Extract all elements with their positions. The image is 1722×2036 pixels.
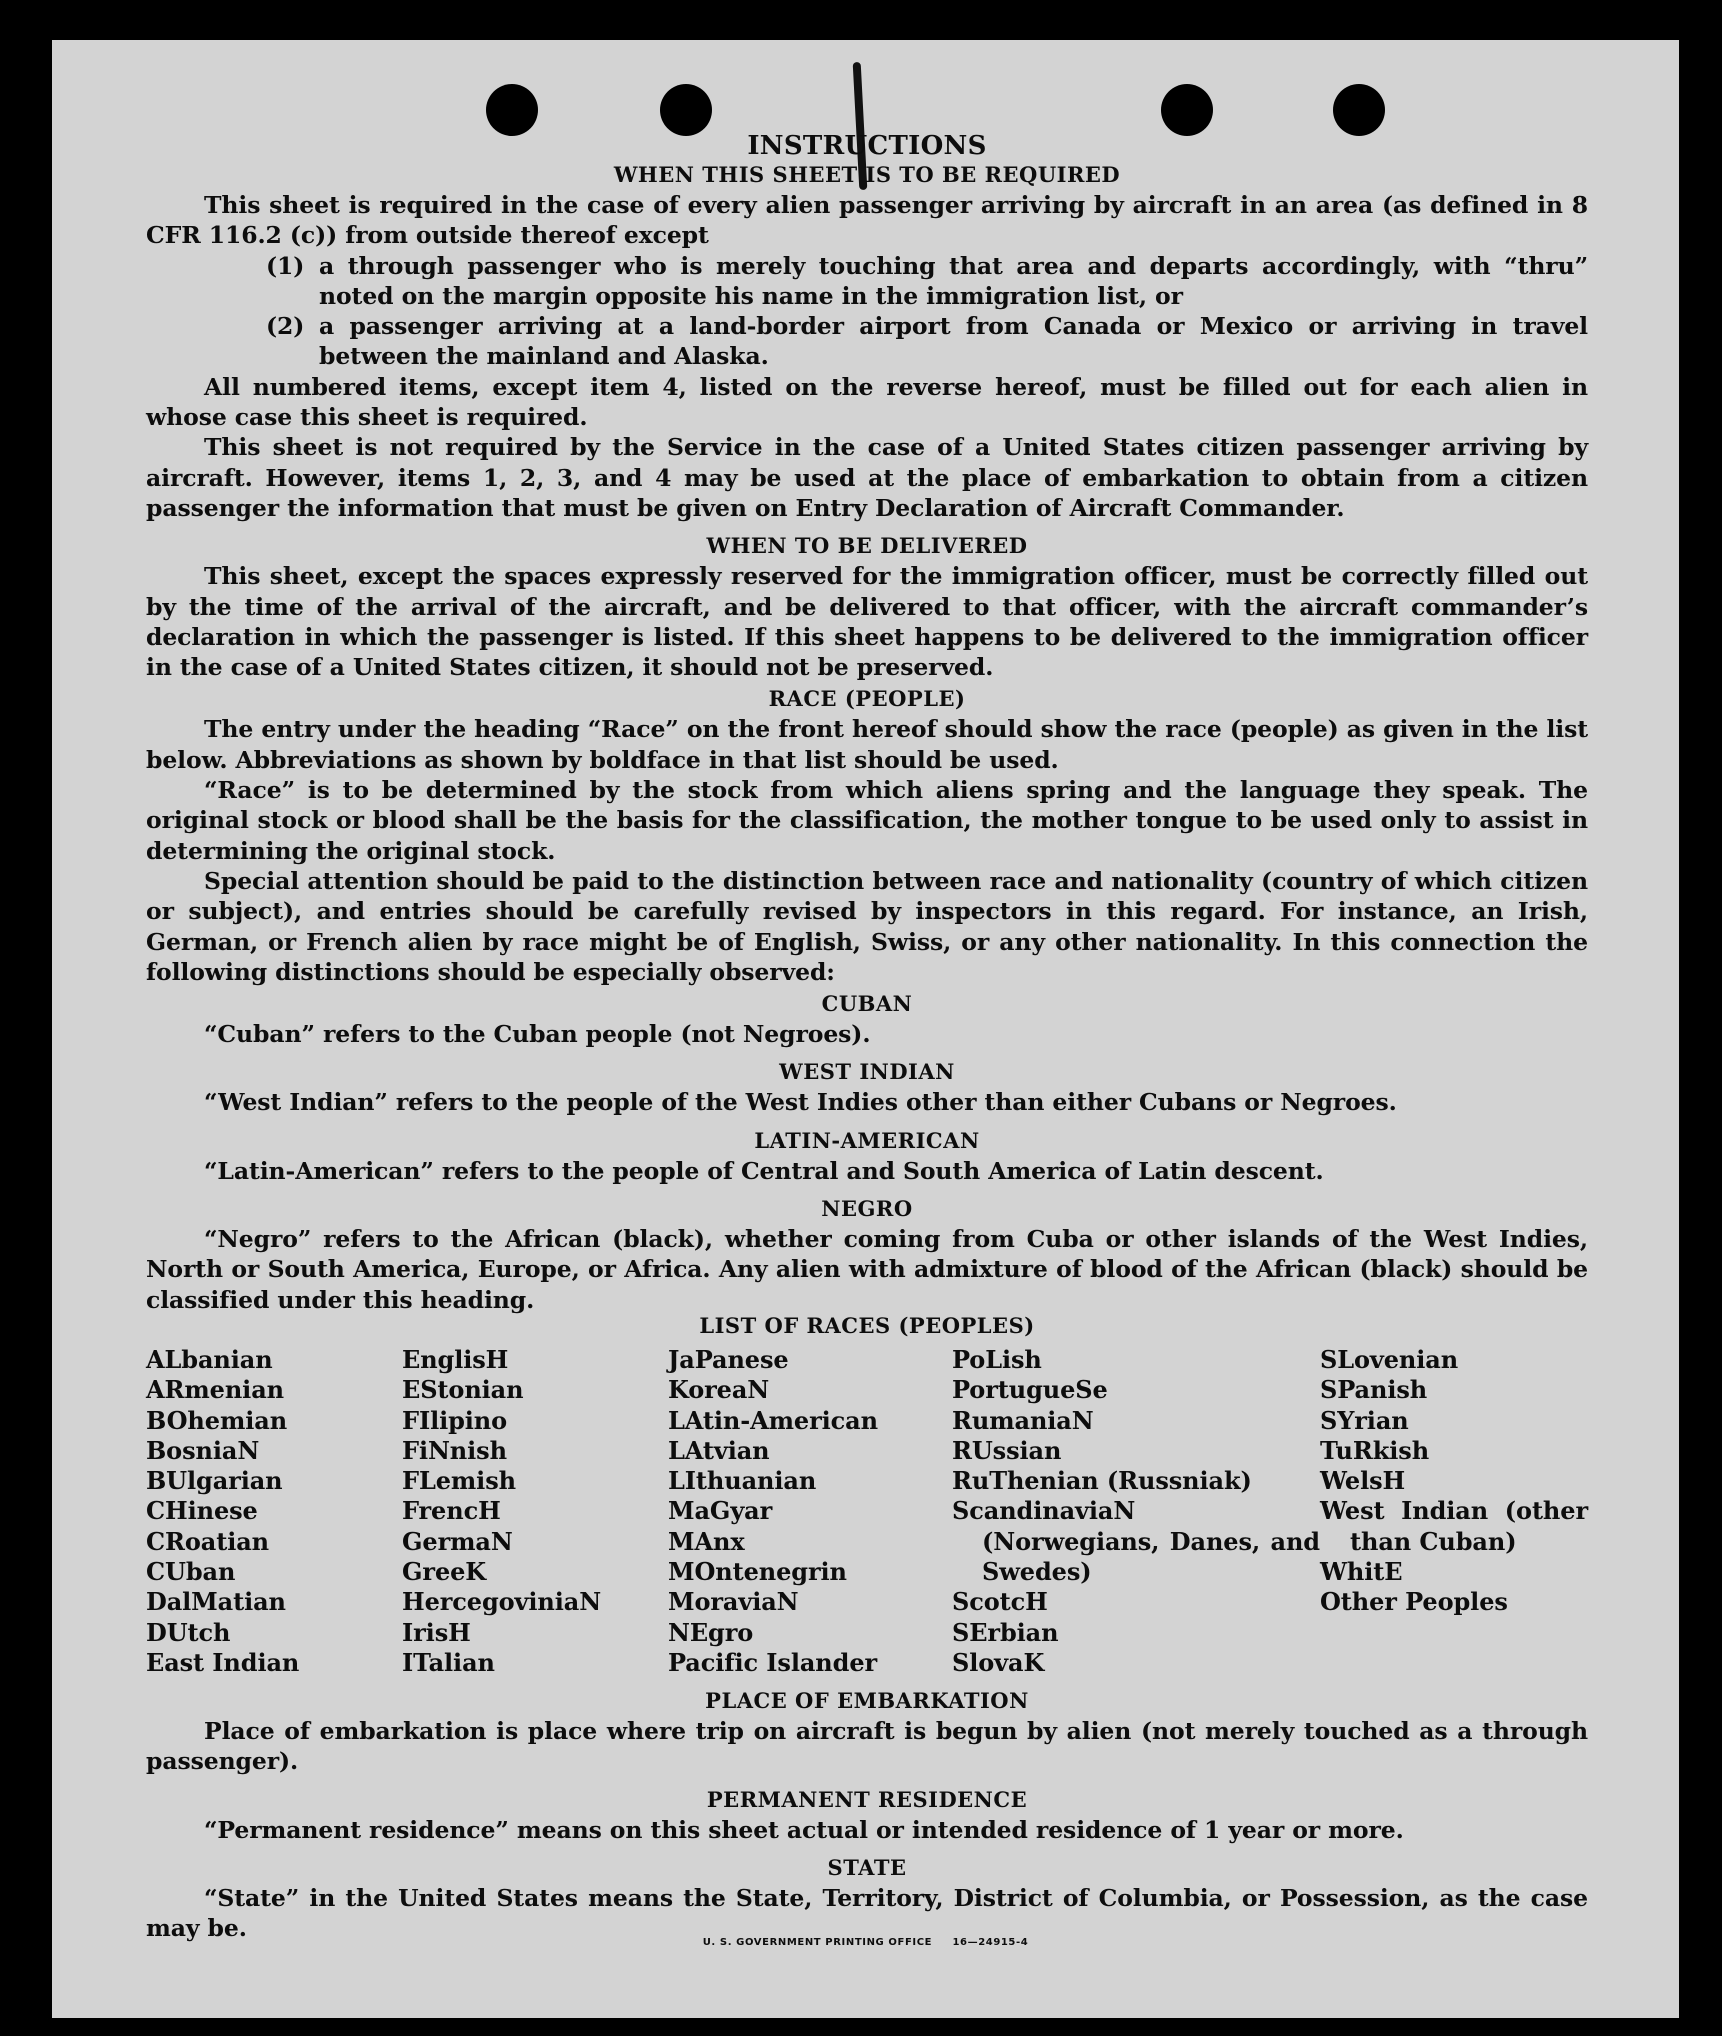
list-item: NEgro <box>668 1617 754 1647</box>
list-item: WhitE <box>1320 1556 1403 1586</box>
instructions-body <box>146 126 1588 1944</box>
paragraph: “State” in the United States means the State, Territory, District of Columbia, or Possession, as the case may be. <box>146 1884 1588 1943</box>
list-item: PoLish <box>952 1344 1042 1374</box>
races-column <box>402 1345 668 1678</box>
list-item: ScandinaviaN (Norwegians, Danes, and Swedes) <box>952 1496 1320 1586</box>
heading-place-of-embarkation: PLACE OF EMBARKATION <box>705 1688 1029 1714</box>
list-item: GermaN <box>402 1526 513 1556</box>
paragraph: “Race” is to be determined by the stock from which aliens spring and the language they speak. The original stock or blood shall be the basis for the classification, the mother tongue to be used only to assist in determining the original stock. <box>146 776 1588 865</box>
list-item: FrencH <box>402 1496 501 1526</box>
list-item: DUtch <box>146 1617 231 1647</box>
list-item: ITalian <box>402 1647 495 1677</box>
list-item: SErbian <box>952 1617 1059 1647</box>
paragraph: “Latin-American” refers to the people of Central and South America of Latin descent. <box>204 1156 1324 1185</box>
heading-permanent-residence: PERMANENT RESIDENCE <box>706 1786 1028 1812</box>
races-column <box>1320 1345 1588 1678</box>
list-item: LAtin-American <box>668 1405 878 1435</box>
heading-race: RACE (PEOPLE) <box>768 686 966 712</box>
paragraph: All numbered items, except item 4, listed on the reverse hereof, must be filled out for each alien in whose case this sheet is required. <box>146 372 1588 432</box>
list-item: EnglisH <box>402 1344 509 1374</box>
list-item: DalMatian <box>146 1587 286 1617</box>
list-item: BUlgarian <box>146 1466 283 1496</box>
list-item: PortugueSe <box>952 1375 1108 1405</box>
heading-state: STATE <box>827 1855 907 1881</box>
list-item: CRoatian <box>146 1526 270 1556</box>
paragraph: The entry under the heading “Race” on the front hereof should show the race (people) as given in the list below. Abbreviations as shown by boldface in that list should be used. <box>146 715 1588 774</box>
list-item: SPanish <box>1320 1375 1428 1405</box>
list-item: Other Peoples <box>1320 1587 1508 1617</box>
paragraph: This sheet is required in the case of every alien passenger arriving by aircraft in an area (as defined in 8 CFR 116.2 (c)) from outside thereof except <box>146 191 1588 250</box>
heading-west-indian: WEST INDIAN <box>779 1059 955 1085</box>
paragraph: Special attention should be paid to the distinction between race and nationality (country of which citizen or subject), and entries should be carefully revised by inspectors in this regard. For instance, an Irish, German, or French alien by race might be of English, Swiss, or any other nationality. In this connection the following distinctions should be especially observed: <box>146 866 1588 986</box>
list-item: RuThenian (Russniak) <box>952 1466 1252 1496</box>
printer-imprint: U. S. GOVERNMENT PRINTING OFFICE 16—24915-4 <box>702 1937 1029 1948</box>
list-item: SYrian <box>1320 1405 1409 1435</box>
list-item: TuRkish <box>1320 1435 1430 1465</box>
races-column <box>668 1345 952 1678</box>
list-item: MoraviaN <box>668 1587 799 1617</box>
list-item: BOhemian <box>146 1405 288 1435</box>
paragraph: This sheet is not required by the Service in the case of a United States citizen passenger arriving by aircraft. However, items 1, 2, 3, and 4 may be used at the place of embarkation to obtain from a citizen passenger the information that must be given on Entry Declaration of Aircraft Commander. <box>146 433 1588 522</box>
list-item: KoreaN <box>668 1375 770 1405</box>
paragraph: This sheet, except the spaces expressly reserved for the immigration officer, must be correctly filled out by the time of the arrival of the aircraft, and be delivered to that officer, with the aircraft commander’s declaration in which the passenger is listed. If this sheet happens to be delivered to the immigration officer in the case of a United States citizen, it should not be preserved. <box>146 562 1588 682</box>
list-item: Pacific Islander <box>668 1647 878 1677</box>
list-item: SlovaK <box>952 1647 1045 1677</box>
list-item: GreeK <box>402 1556 487 1586</box>
paragraph: Place of embarkation is place where trip on aircraft is begun by alien (not merely touched as a through passenger). <box>146 1717 1588 1776</box>
list-item: East Indian <box>146 1647 300 1677</box>
heading-cuban: CUBAN <box>821 991 913 1017</box>
list-item: MOntenegrin <box>668 1556 847 1586</box>
list-item: ALbanian <box>146 1344 273 1374</box>
list-item: LAtvian <box>668 1435 770 1465</box>
list-item: CUban <box>146 1556 236 1586</box>
list-item: MaGyar <box>668 1496 773 1526</box>
list-item: SLovenian <box>1320 1344 1459 1374</box>
heading-list-of-races: LIST OF RACES (PEOPLES) <box>699 1312 1035 1338</box>
heading-when-required: WHEN THIS SHEET IS TO BE REQUIRED <box>613 162 1121 187</box>
list-item: MAnx <box>668 1526 745 1556</box>
page-title: INSTRUCTIONS <box>747 131 987 161</box>
heading-latin-american: LATIN-AMERICAN <box>754 1127 980 1153</box>
list-item: West Indian (other than Cuban) <box>1320 1496 1588 1556</box>
list-item: ScotcH <box>952 1587 1048 1617</box>
paragraph: “Permanent residence” means on this sheet actual or intended residence of 1 year or more. <box>204 1815 1404 1844</box>
list-item: EStonian <box>402 1375 524 1405</box>
heading-when-delivered: WHEN TO BE DELIVERED <box>706 533 1028 559</box>
list-item: ARmenian <box>146 1375 284 1405</box>
paragraph: “West Indian” refers to the people of the West Indies other than either Cubans or Negroes. <box>204 1088 1397 1117</box>
races-list <box>146 1345 1588 1678</box>
races-column <box>952 1345 1320 1678</box>
list-item: FIlipino <box>402 1405 508 1435</box>
paragraph: “Negro” refers to the African (black), whether coming from Cuba or other islands of the West Indies, North or South America, Europe, or Africa. Any alien with admixture of blood of the African (black) should be classified under this heading. <box>146 1225 1588 1314</box>
list-item: JaPanese <box>668 1344 789 1374</box>
exceptions-list <box>146 251 1588 372</box>
list-item: FiNnish <box>402 1435 507 1465</box>
list-item: BosniaN <box>146 1435 260 1465</box>
document-page <box>52 40 1679 2018</box>
list-item: WelsH <box>1320 1466 1406 1496</box>
races-column <box>146 1345 402 1678</box>
list-item: HercegoviniaN <box>402 1587 602 1617</box>
list-item: (2) a passenger arriving at a land-border airport from Canada or Mexico or arriving in travel between the mainland and Alaska. <box>266 312 1588 371</box>
list-item: CHinese <box>146 1496 258 1526</box>
list-item: FLemish <box>402 1466 516 1496</box>
list-item: RumaniaN <box>952 1405 1094 1435</box>
heading-negro: NEGRO <box>821 1196 913 1222</box>
list-item: RUssian <box>952 1435 1062 1465</box>
paragraph: “Cuban” refers to the Cuban people (not Negroes). <box>204 1020 871 1049</box>
list-item: IrisH <box>402 1617 471 1647</box>
list-item: LIthuanian <box>668 1466 817 1496</box>
list-item: (1) a through passenger who is merely touching that area and departs accordingly, with “thru” noted on the margin opposite his name in the immigration list, or <box>266 251 1588 310</box>
